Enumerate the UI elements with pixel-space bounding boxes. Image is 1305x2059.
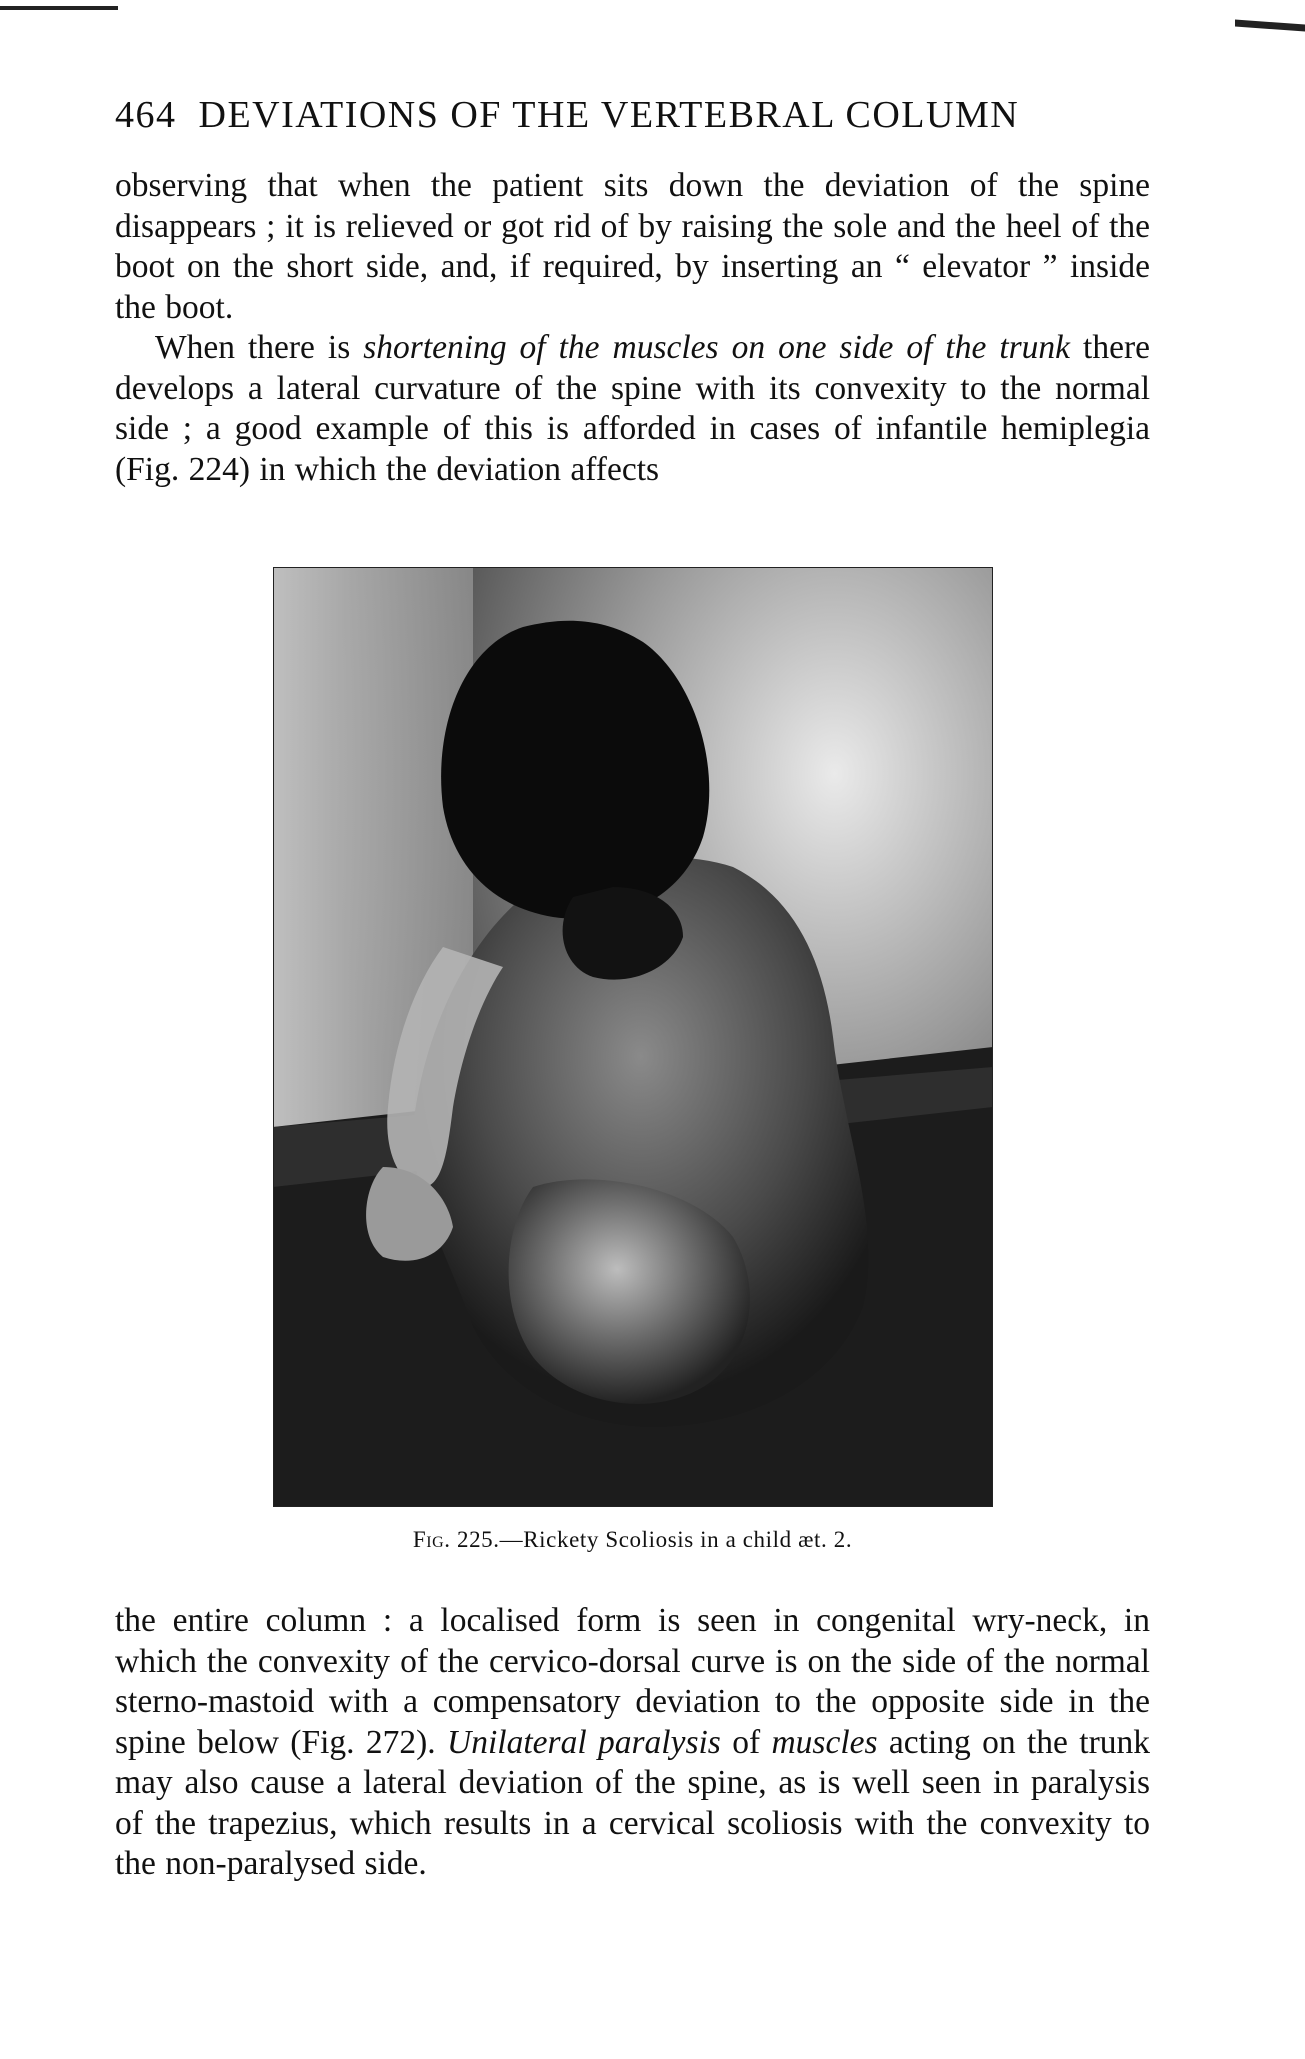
- paragraph-3-emphasis-1: Unilateral paralysis: [447, 1723, 721, 1761]
- paragraph-2-emphasis: shortening of the muscles on one side of the trunk: [363, 329, 1071, 366]
- figure-caption-text: —Rickety Scoliosis in a child æt. 2.: [499, 1527, 853, 1552]
- paragraph-3: [115, 1601, 1150, 1885]
- book-page: [115, 92, 1150, 1885]
- scan-edge-mark: [1235, 20, 1305, 32]
- paragraph-3-part-2: of: [720, 1723, 772, 1761]
- running-head: [115, 92, 1150, 138]
- scan-edge-mark: [0, 6, 118, 10]
- paragraph-2: [115, 328, 1150, 490]
- paragraph-1: observing that when the patient sits down the deviation of the spine disappears ; it is relieved or got rid of by raising the sole and the heel of the boot on the short side, and, if required, by inserting an “ elevator ” inside the boot.: [115, 167, 1150, 326]
- figure-photograph: [273, 567, 993, 1507]
- chapter-title: DEVIATIONS OF THE VERTEBRAL COLUMN: [198, 94, 1020, 136]
- paragraph-3-part-3: acting on the trunk may also cause a lateral deviation of the spine, as is well seen in paralysis of the trapezius, which results in a cervical scoliosis with the convexity to the non-paralysed side.: [115, 1723, 1150, 1882]
- paragraph-3-emphasis-2: muscles: [771, 1723, 878, 1761]
- paragraph-2-rest: there develops a lateral curvature of the spine with its convexity to the normal side ; a good example of this is afforded in cases of infantile hemiplegia (Fig. 224) in which the deviation affects: [115, 329, 1151, 488]
- page-number: 464: [115, 94, 177, 136]
- paragraph-2-lead: When there is: [155, 329, 364, 366]
- figure-caption: [115, 1525, 1150, 1555]
- figure-label: Fig. 225.: [412, 1527, 500, 1552]
- paragraph-3-part-1: the entire column : a localised form is seen in congenital wry-neck, in which the convexity of the cervico-dorsal curve is on the side of the normal sterno-mastoid with a compensatory deviation to the opposite side in the spine below (Fig. 272).: [115, 1602, 1150, 1761]
- figure: [115, 567, 1150, 1555]
